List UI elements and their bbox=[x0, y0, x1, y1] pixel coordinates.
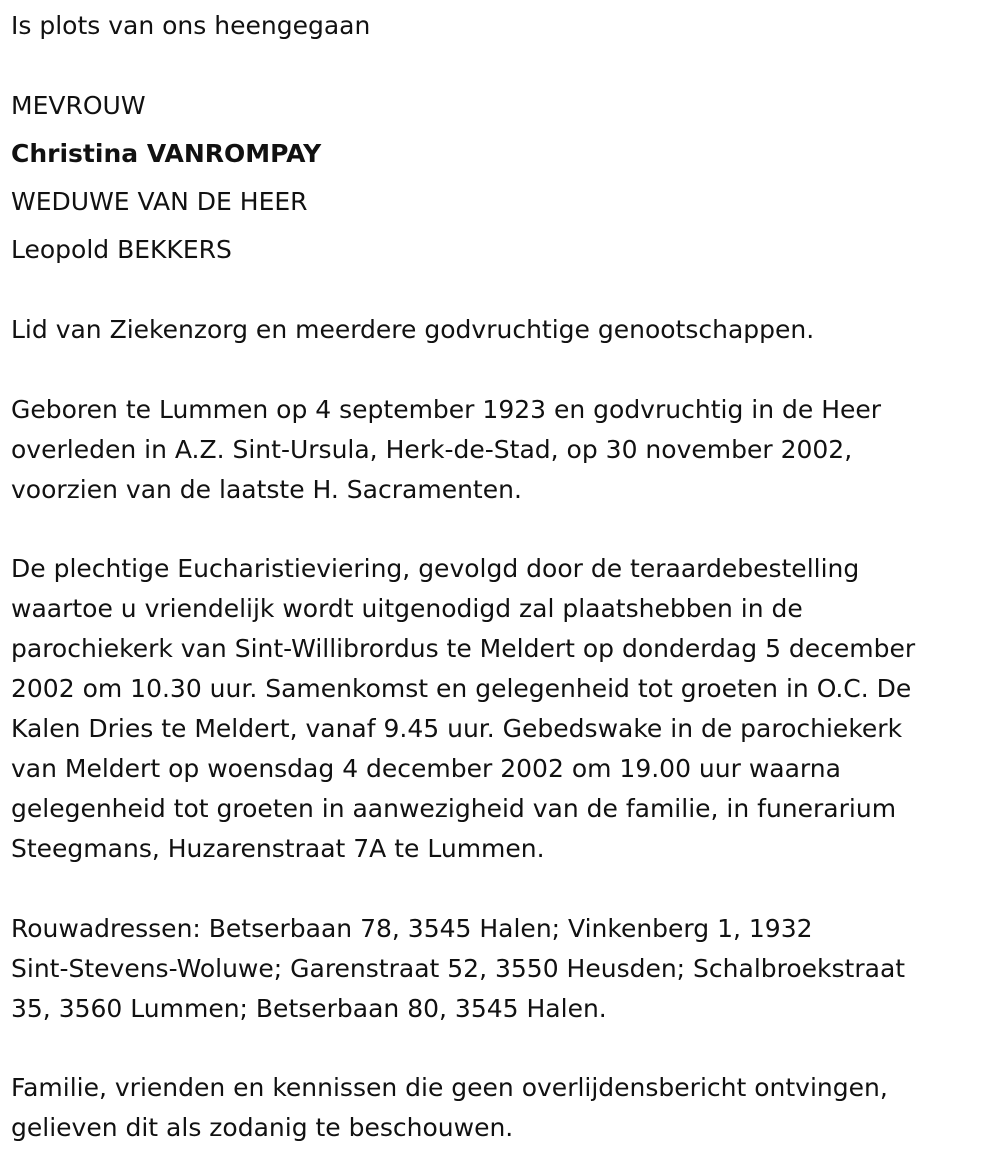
paragraph-line: Familie, vrienden en kennissen die geen overlijdensbericht ontvingen, bbox=[11, 1073, 888, 1102]
paragraph-line: Steegmans, Huzarenstraat 7A te Lummen. bbox=[11, 834, 545, 863]
paragraph-line: Geboren te Lummen op 4 september 1923 en godvruchtig in de Heer bbox=[11, 395, 882, 424]
relation-line: WEDUWE VAN DE HEER bbox=[11, 187, 308, 216]
paragraph-line: waartoe u vriendelijk wordt uitgenodigd zal plaatshebben in de bbox=[11, 594, 803, 623]
paragraph-line: 35, 3560 Lummen; Betserbaan 80, 3545 Halen. bbox=[11, 994, 607, 1023]
paragraph-line: voorzien van de laatste H. Sacramenten. bbox=[11, 475, 522, 504]
paragraph-line: Rouwadressen: Betserbaan 78, 3545 Halen; Vinkenberg 1, 1932 bbox=[11, 914, 813, 943]
closing-paragraph bbox=[11, 1068, 888, 1148]
paragraph-line: Kalen Dries te Meldert, vanaf 9.45 uur. Gebedswake in de parochiekerk bbox=[11, 714, 903, 743]
birth-death-paragraph bbox=[11, 390, 881, 510]
addresses-paragraph bbox=[11, 909, 905, 1029]
paragraph-line: overleden in A.Z. Sint-Ursula, Herk-de-Stad, op 30 november 2002, bbox=[11, 435, 853, 464]
membership-line: Lid van Ziekenzorg en meerdere godvruchtige genootschappen. bbox=[11, 315, 815, 344]
paragraph-line: van Meldert op woensdag 4 december 2002 om 19.00 uur waarna bbox=[11, 754, 841, 783]
paragraph-line: gelieven dit als zodanig te beschouwen. bbox=[11, 1113, 514, 1142]
paragraph-line: parochiekerk van Sint-Willibrordus te Meldert op donderdag 5 december bbox=[11, 634, 916, 663]
honorific-title: MEVROUW bbox=[11, 91, 146, 120]
deceased-name: Christina VANROMPAY bbox=[11, 139, 322, 168]
paragraph-line: Sint-Stevens-Woluwe; Garenstraat 52, 3550 Heusden; Schalbroekstraat bbox=[11, 954, 906, 983]
ceremony-paragraph bbox=[11, 549, 915, 869]
spouse-name: Leopold BEKKERS bbox=[11, 235, 232, 264]
name-block bbox=[11, 82, 321, 274]
paragraph-line: De plechtige Eucharistieviering, gevolgd door de teraardebestelling bbox=[11, 554, 860, 583]
intro-line: Is plots van ons heengegaan bbox=[11, 11, 371, 40]
paragraph-line: 2002 om 10.30 uur. Samenkomst en gelegenheid tot groeten in O.C. De bbox=[11, 674, 912, 703]
paragraph-line: gelegenheid tot groeten in aanwezigheid van de familie, in funerarium bbox=[11, 794, 897, 823]
